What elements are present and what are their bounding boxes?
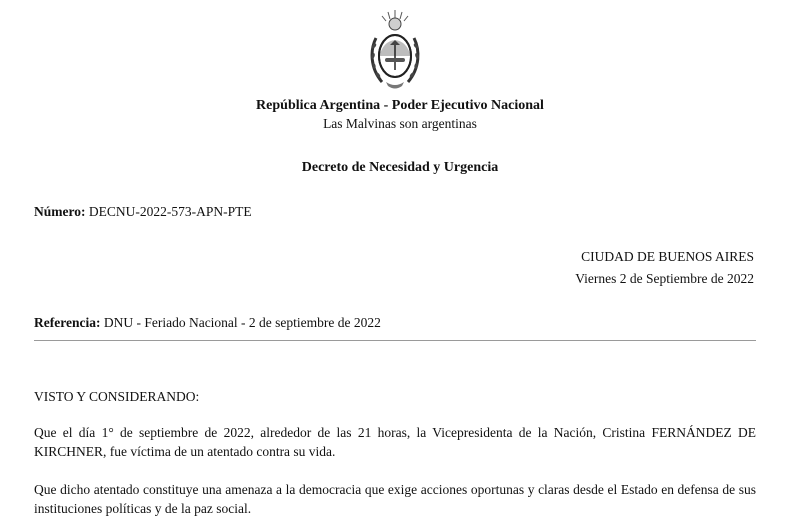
paragraph: Que dicho atentado constituye una amenaza a la democracia que exige acciones oportunas y claras desde el Estado en defensa de sus instituciones políticas y de la paz social.	[34, 482, 756, 516]
argentina-coat-of-arms-icon	[366, 8, 424, 92]
document-type: Decreto de Necesidad y Urgencia	[301, 160, 499, 175]
document-reference	[34, 315, 381, 331]
referencia-label: Referencia:	[34, 315, 101, 330]
numero-label: Número:	[34, 204, 86, 219]
numero-value: DECNU-2022-573-APN-PTE	[88, 204, 252, 219]
section-heading: VISTO Y CONSIDERANDO:	[34, 389, 200, 404]
document-date: Viernes 2 de Septiembre de 2022	[575, 271, 754, 286]
header-subtitle: Las Malvinas son argentinas	[323, 116, 477, 131]
header-title: República Argentina - Poder Ejecutivo Nacional	[256, 98, 544, 113]
divider	[34, 340, 756, 341]
paragraph: Que el día 1° de septiembre de 2022, alrededor de las 21 horas, la Vicepresidenta de la Nación, Cristina FERNÁNDEZ DE KIRCHNER, fue víctima de un atentado contra su vida.	[34, 425, 756, 459]
document-city: CIUDAD DE BUENOS AIRES	[581, 249, 754, 264]
referencia-value: DNU - Feriado Nacional - 2 de septiembre de 2022	[103, 315, 381, 330]
document-number	[34, 204, 252, 220]
